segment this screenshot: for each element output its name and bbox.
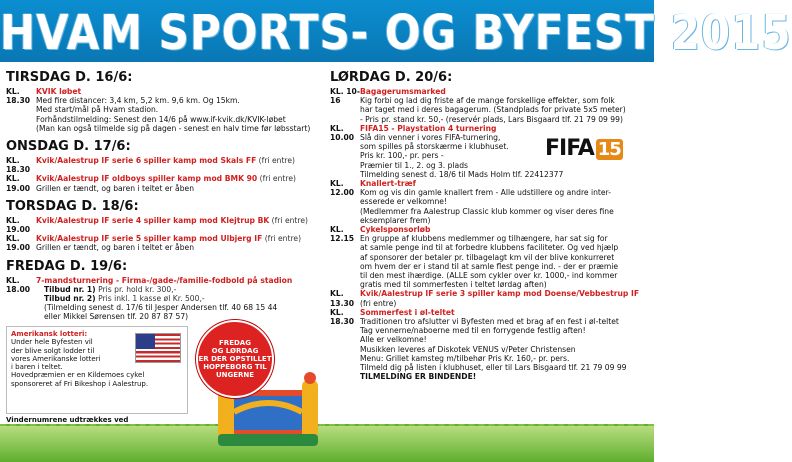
event-line: Tag vennerne/naboerne med til en forrygende festlig aften! bbox=[360, 326, 586, 336]
event-line: Pris kr. 100,- pr. pers - bbox=[360, 151, 444, 161]
event-time: KL. 18.30 bbox=[6, 87, 31, 106]
winner-line: Vindernumrene udtrækkes ved bbox=[6, 416, 129, 424]
event-line: at samle penge ind til at forbedre klubbens faciliteter. Og ved hjælp bbox=[360, 243, 619, 253]
us-flag-icon bbox=[135, 333, 181, 363]
event-line: Med fire distancer: 3,4 km, 5,2 km. 9,6 km. Og 15km. bbox=[36, 96, 240, 106]
day-section bbox=[6, 70, 324, 133]
day-section bbox=[6, 139, 324, 193]
event-line: (Medlemmer fra Aalestrup Classic klub kommer og viser deres fine bbox=[360, 206, 614, 216]
event-line: Tilmeld dig på listen i klubhuset, eller til Lars Bisgaard tlf. 21 79 09 99 bbox=[360, 363, 627, 373]
event-line: Tilbud nr. 1) Pris pr. hold kr. 300,- bbox=[44, 284, 177, 294]
day-title: TIRSDAG D. 16/6: bbox=[6, 70, 133, 85]
event-line: Kvik/Aalestrup IF serie 5 spiller kamp mod Ulbjerg IF (fri entre) bbox=[36, 234, 302, 244]
event-line: Menu: Grillet kamsteg m/tilbehør Pris Kr. 160,- pr. pers. bbox=[360, 353, 570, 363]
event-time: KL. 19.00 bbox=[6, 174, 31, 193]
event-line: Kvik/Aalestrup IF serie 4 spiller kamp mod Klejtrup BK (fri entre) bbox=[36, 215, 308, 225]
day-section bbox=[6, 259, 324, 322]
day-title: ONSDAG D. 17/6: bbox=[6, 139, 131, 155]
badge-line: UNGERNE bbox=[215, 371, 255, 379]
lottery-line: sponsoreret af Fri Bikeshop i Aalestrup. bbox=[11, 379, 149, 388]
event-line: til den mest ihærdige. (ALLE som cykler over kr. 1000,- ind kommer bbox=[360, 271, 618, 281]
header-banner bbox=[0, 0, 792, 62]
fifa15-logo: FIFA 15 bbox=[545, 136, 621, 161]
event-line: som spilles på storskærme i klubhuset. bbox=[360, 142, 509, 152]
lottery-line: vores Amerikanske lotteri bbox=[11, 354, 101, 363]
day-title: TORSDAG D. 18/6: bbox=[6, 198, 139, 214]
page-title: HVAM SPORTS- OG BYFEST 2015 bbox=[0, 4, 792, 61]
lottery-line: Under hele Byfesten vil bbox=[11, 338, 93, 347]
badge-line: HOPPEBORG TIL bbox=[203, 363, 267, 371]
event-time: KL. 18.30 bbox=[6, 156, 31, 175]
bouncy-castle-badge bbox=[196, 320, 274, 398]
event-line: Sommerfest i øl-teltet bbox=[360, 307, 455, 317]
event-line: esserede er velkomne! bbox=[360, 197, 447, 207]
event-line: eller Mikkel Sørensen tlf. 20 87 87 57) bbox=[44, 312, 189, 322]
event-line: Grillen er tændt, og baren i teltet er åben bbox=[36, 243, 195, 253]
event-time: KL. 12.00 bbox=[330, 179, 355, 198]
day-section bbox=[6, 199, 324, 253]
event-line: Grillen er tændt, og baren i teltet er åben bbox=[36, 183, 195, 193]
lottery-line: i baren i teltet. bbox=[11, 363, 63, 372]
event-row bbox=[330, 289, 650, 307]
event-line: 7-mandsturnering - Firma-/gade-/familie-fodbold på stadion bbox=[36, 275, 293, 285]
lottery-heading: Amerikansk lotteri: bbox=[11, 330, 88, 338]
event-line: om hvem der er i stand til at samle flest penge ind. - der er præmie bbox=[360, 261, 619, 271]
event-line: TILMELDING ER BINDENDE! bbox=[360, 372, 477, 382]
event-line: Kvik/Aalestrup IF oldboys spiller kamp mod BMK 90 (fri entre) bbox=[36, 174, 296, 184]
event-row bbox=[6, 174, 324, 192]
badge-line: FREDAG bbox=[219, 339, 251, 347]
event-line: Alle er velkomne! bbox=[360, 335, 427, 345]
lottery-line: Hovedpræmien er en Kildemoes cykel bbox=[11, 371, 145, 380]
event-line: - Pris pr. stand kr. 50,- (reservér plads, Lars Bisgaard tlf. 21 79 09 99) bbox=[360, 114, 623, 124]
event-time: KL. 12.15 bbox=[330, 225, 355, 244]
event-row bbox=[6, 156, 324, 174]
day-title: LØRDAG D. 20/6: bbox=[330, 70, 453, 85]
event-row bbox=[330, 87, 650, 124]
event-row bbox=[6, 87, 324, 133]
event-line: gratis med til sommerfesten i teltet lørdag aften) bbox=[360, 280, 547, 290]
lottery-box bbox=[6, 326, 188, 414]
event-time: KL. 19.00 bbox=[6, 234, 31, 253]
event-line: (Tilmelding senest d. 17/6 til Jesper Andersen tlf. 40 68 15 44 bbox=[44, 303, 278, 313]
event-line: Bagagerumsmarked bbox=[360, 87, 446, 96]
event-line: Kom og vis din gamle knallert frem - Alle udstillere og andre inter- bbox=[360, 188, 611, 198]
event-line: (fri entre) bbox=[360, 298, 397, 308]
event-line: Slå din venner i vores FIFA-turnering, bbox=[360, 133, 501, 143]
event-row bbox=[6, 276, 324, 322]
event-time: KL. 18.00 bbox=[6, 275, 31, 294]
event-line: Forhåndstilmelding: Senest den 14/6 på www.if-kvik.dk/KVIK-løbet bbox=[36, 114, 286, 124]
event-line: FIFA15 - Playstation 4 turnering bbox=[360, 123, 497, 133]
event-time: KL. 19.00 bbox=[6, 215, 31, 235]
badge-line: ER DER OPSTILLET bbox=[198, 355, 272, 363]
day-section bbox=[330, 70, 650, 382]
event-line: Kvik/Aalestrup IF serie 6 spiller kamp mod Skals FF (fri entre) bbox=[36, 156, 296, 166]
event-line: har taget med i deres bagagerum. (Standplads for private 5x5 meter) bbox=[360, 105, 626, 115]
event-line: eksemplarer frem) bbox=[360, 215, 431, 225]
event-line: Knallert-træf bbox=[360, 179, 416, 189]
event-line: Tilbud nr. 2) Pris inkl. 1 kasse øl Kr. 500,- bbox=[44, 294, 205, 304]
event-line: Kvik/Aalestrup IF serie 3 spiller kamp mod Doense/Vebbestrup IF bbox=[360, 289, 640, 299]
event-line: En gruppe af klubbens medlemmer og tilhængere, har sat sig for bbox=[360, 234, 608, 244]
event-row bbox=[330, 308, 650, 382]
badge-line: OG LØRDAG bbox=[211, 347, 259, 355]
event-time: KL. 18.30 bbox=[330, 307, 355, 327]
event-time: KL. 10.00 bbox=[330, 123, 355, 143]
day-title: FREDAG D. 19/6: bbox=[6, 258, 128, 274]
event-line: KVIK løbet bbox=[36, 87, 82, 96]
event-row bbox=[330, 179, 650, 225]
event-time: KL. 13.30 bbox=[330, 289, 355, 308]
event-line: Traditionen tro afslutter vi Byfesten med et brag af en fest i øl-teltet bbox=[360, 317, 619, 327]
event-line: Kig forbi og lad dig friste af de mange forskellige effekter, som folk bbox=[360, 96, 615, 106]
left-column bbox=[6, 68, 324, 328]
event-line: Præmier til 1., 2. og 3. plads bbox=[360, 160, 468, 170]
lottery-line: der blive solgt lodder til bbox=[11, 346, 95, 355]
event-line: Cykelsponsorløb bbox=[360, 225, 431, 235]
event-line: af sponsorer der betaler pr. tilbagelagt km vil der blive konkurreret bbox=[360, 252, 615, 262]
event-line: (Man kan også tilmelde sig på dagen - senest en halv time før løbsstart) bbox=[36, 123, 311, 133]
event-row bbox=[6, 234, 324, 252]
right-column bbox=[330, 68, 650, 388]
event-time: KL. 10-16 bbox=[330, 87, 360, 106]
event-line: Med start/mål på Hvam stadion. bbox=[36, 105, 159, 115]
event-row bbox=[6, 216, 324, 234]
event-line: Musikken leveres af Diskotek VENUS v/Peter Christensen bbox=[360, 344, 576, 354]
event-row bbox=[330, 225, 650, 289]
event-line: Tilmelding senest d. 18/6 til Mads Holm tlf. 22412377 bbox=[360, 169, 564, 179]
